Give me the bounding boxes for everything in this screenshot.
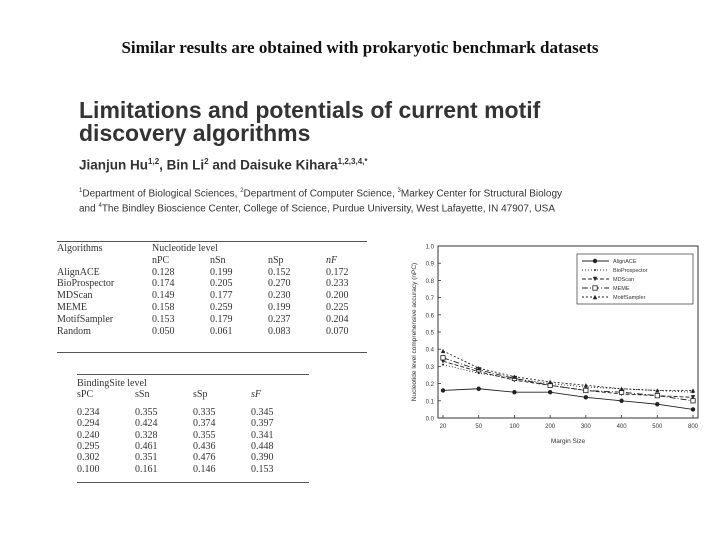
x-tick-label: 800 (687, 424, 699, 430)
row-label: MDScan (57, 290, 93, 302)
y-tick-label: 1.0 (425, 244, 434, 251)
row-label: BioProspector (57, 278, 115, 290)
data-point (441, 356, 445, 360)
row-label: AlignACE (57, 266, 100, 278)
chart-series-group (441, 349, 695, 412)
affiliation-mark: 1 (79, 188, 83, 194)
author-name: Bin Li (166, 157, 205, 173)
table-row (77, 441, 309, 452)
table-cell: 0.230 (268, 290, 291, 302)
paper-title-line1: Limitations and potentials of current motif (79, 97, 541, 123)
table-cell: 0.100 (77, 463, 100, 475)
paper-title (79, 99, 599, 145)
x-tick-label: 20 (439, 424, 447, 430)
table-top-rule (57, 241, 367, 242)
row-label: MEME (57, 301, 87, 313)
column-header: nSn (210, 254, 226, 266)
y-tick-label: 0.5 (425, 330, 434, 337)
column-header-empty (57, 255, 152, 267)
table-cell: 0.436 (193, 441, 216, 453)
table-cell: 0.397 (251, 418, 274, 430)
table-cell: 0.328 (135, 429, 158, 441)
affiliation-text: Department of Computer Science, (243, 188, 398, 200)
table-cell: 0.237 (268, 313, 291, 325)
column-header: sF (251, 389, 261, 401)
table-cell: 0.234 (77, 406, 100, 418)
table-top-rule (77, 374, 309, 375)
x-tick-label: 100 (509, 424, 520, 430)
data-point (691, 399, 695, 403)
column-group-header: BindingSite level (77, 378, 147, 389)
table-row (77, 407, 309, 418)
row-label: Random (57, 325, 91, 337)
legend-marker (594, 269, 596, 271)
column-header: sPC (77, 389, 94, 401)
table-row (57, 302, 367, 314)
x-axis-label: Margin Size (550, 438, 586, 445)
table-cell: 0.153 (251, 463, 274, 475)
paper-authors (79, 157, 367, 173)
legend-label: MEME (613, 286, 630, 292)
chart-legend (577, 254, 693, 304)
data-point (512, 390, 516, 394)
legend-label: AlignACE (613, 259, 637, 265)
data-point (655, 402, 659, 406)
table-cell: 0.152 (268, 266, 291, 278)
x-tick-label: 200 (545, 424, 556, 430)
affiliation-mark: 3 (397, 188, 401, 194)
table-row (57, 290, 367, 302)
y-tick-label: 0.3 (425, 364, 434, 371)
affiliation-text: Department of Biological Sciences, (82, 188, 241, 200)
y-tick-label: 0.6 (425, 313, 434, 320)
table-header-row (77, 378, 309, 389)
affiliation-mark: 2 (240, 188, 244, 194)
paper-affiliations (79, 185, 639, 216)
table-cell: 0.355 (193, 429, 216, 441)
table-cell: 0.199 (210, 266, 233, 278)
table-cell: 0.390 (251, 452, 274, 464)
table-cell: 0.158 (152, 301, 175, 313)
table-cell: 0.172 (326, 266, 349, 278)
table-cell: 0.149 (152, 290, 175, 302)
table-cell: 0.128 (152, 266, 175, 278)
y-tick-label: 0.4 (425, 347, 434, 354)
table-cell: 0.083 (268, 325, 291, 337)
series-meme (441, 356, 695, 403)
table-row (77, 430, 309, 441)
table-cell: 0.335 (193, 406, 216, 418)
table-cell: 0.070 (326, 325, 349, 337)
author-separator: , (159, 157, 167, 173)
table-cell: 0.448 (251, 441, 274, 453)
legend-marker (593, 286, 597, 290)
affiliation-text: The Bindley Bioscience Center, College of Science, Purdue University, West Lafayette, IN 47907, USA (101, 203, 556, 215)
table-cell: 0.302 (77, 452, 100, 464)
table-row (77, 418, 309, 429)
affiliation-line (79, 185, 639, 200)
data-point (441, 349, 445, 353)
x-tick-label: 50 (475, 424, 483, 430)
table-cell: 0.199 (268, 301, 291, 313)
table-cell: 0.259 (210, 301, 233, 313)
table-header-row (77, 389, 309, 400)
table-cell: 0.177 (210, 290, 233, 302)
data-point (584, 388, 588, 392)
row-label: MotifSampler (57, 313, 114, 325)
table-cell: 0.345 (251, 406, 274, 418)
legend-label: BioProspector (613, 268, 648, 274)
table-cell: 0.295 (77, 441, 100, 453)
table-cell: 0.240 (77, 429, 100, 441)
x-tick-label: 500 (652, 424, 663, 430)
table-row (57, 278, 367, 290)
table-row (57, 326, 367, 338)
table-cell: 0.476 (193, 452, 216, 464)
column-header-algorithms: Algorithms (57, 243, 103, 254)
x-tick-label: 300 (580, 424, 591, 430)
data-point (655, 393, 659, 397)
table-cell: 0.374 (193, 418, 216, 430)
table-cell: 0.233 (326, 278, 349, 290)
table-cell: 0.174 (152, 278, 175, 290)
data-point (619, 399, 623, 403)
affiliation-mark: 4 (98, 203, 102, 210)
author-affiliation-mark: 1,2,3,4,* (337, 157, 368, 166)
table-row (77, 464, 309, 475)
column-header: sSp (193, 389, 208, 401)
table-bottom-rule (57, 352, 367, 353)
table-cell: 0.461 (135, 441, 158, 453)
table-cell: 0.351 (135, 452, 158, 464)
paper-title-line2: discovery algorithms (79, 120, 311, 146)
table-cell: 0.225 (326, 301, 349, 313)
affiliation-text: and (79, 203, 99, 215)
table-cell: 0.355 (135, 406, 158, 418)
y-axis-label: Nucleotide level comprehensive accuracy (nPC) (411, 262, 418, 402)
table-cell: 0.204 (326, 313, 349, 325)
affiliation-line (79, 200, 639, 215)
data-point (584, 395, 588, 399)
author-name: Daisuke Kihara (240, 157, 338, 173)
data-point (548, 390, 552, 394)
table-row (77, 452, 309, 463)
author-affiliation-mark: 2 (204, 157, 209, 166)
y-tick-label: 0.2 (425, 382, 434, 389)
author-separator: and (208, 157, 241, 173)
y-tick-label: 0.7 (425, 296, 434, 303)
table-cell: 0.050 (152, 325, 175, 337)
table-header-row (57, 255, 367, 267)
column-header: nPC (152, 254, 170, 266)
data-point (691, 388, 695, 392)
slide-title: Similar results are obtained with prokaryotic benchmark datasets (121, 38, 599, 57)
data-point (441, 388, 445, 392)
table-cell: 0.161 (135, 463, 158, 475)
table-cell: 0.200 (326, 290, 349, 302)
author-affiliation-mark: 1,2 (148, 157, 160, 166)
data-point (691, 407, 695, 411)
column-header: nF (326, 254, 338, 266)
nucleotide-level-table (57, 243, 367, 337)
y-tick-label: 0.9 (425, 261, 434, 268)
legend-marker (593, 259, 597, 263)
affiliation-text: Markey Center for Structural Biology (400, 188, 563, 200)
column-header: sSn (135, 389, 150, 401)
data-point (442, 364, 444, 366)
data-point (477, 387, 481, 391)
table-row (57, 267, 367, 279)
legend-label: MotifSampler (613, 295, 646, 301)
x-tick-label: 400 (616, 424, 627, 430)
column-header: nSp (268, 254, 284, 266)
table-bottom-rule (77, 482, 309, 483)
legend-label: MDScan (613, 277, 635, 283)
y-tick-label: 0.0 (425, 416, 434, 423)
table-row (57, 314, 367, 326)
table-cell: 0.146 (193, 463, 216, 475)
table-cell: 0.424 (135, 418, 158, 430)
table-header-row (57, 243, 367, 255)
table-cell: 0.341 (251, 429, 274, 441)
binding-site-level-table (77, 378, 309, 475)
author-name: Jianjun Hu (79, 157, 149, 173)
table-cell: 0.061 (210, 325, 233, 337)
table-cell: 0.153 (152, 313, 175, 325)
table-cell: 0.205 (210, 278, 233, 290)
y-tick-label: 0.1 (425, 399, 434, 406)
y-tick-label: 0.8 (425, 278, 434, 285)
table-cell: 0.270 (268, 278, 291, 290)
table-cell: 0.294 (77, 418, 100, 430)
column-group-header: Nucleotide level (152, 243, 218, 254)
npc-line-chart (400, 236, 710, 451)
table-cell: 0.179 (210, 313, 233, 325)
